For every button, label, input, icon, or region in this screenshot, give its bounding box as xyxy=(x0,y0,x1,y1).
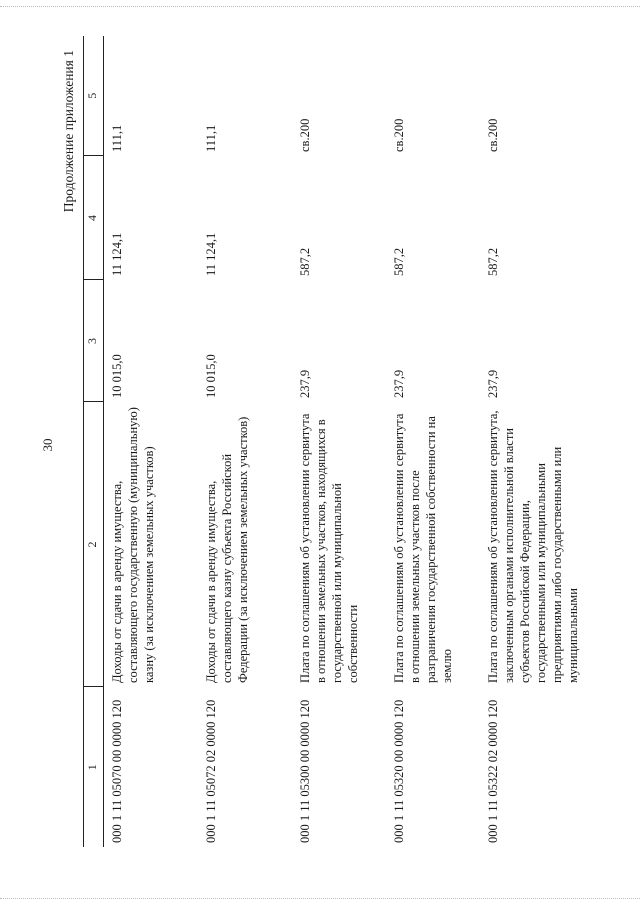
budget-code: 000 1 11 05072 02 0000 120 xyxy=(204,699,218,843)
page-number: 30 xyxy=(40,438,55,452)
table-row xyxy=(104,36,199,847)
value-col3: 237,9 xyxy=(298,369,312,398)
value-col4: 587,2 xyxy=(486,247,500,276)
revenue-name: Плата по соглашениям об установлении сервитута, заключенным органами исполнительной власти субъектов Российской Федерации, государственными или муниципальными предприятиями либо государственными или муниципальными xyxy=(486,410,580,683)
column-header: 2 xyxy=(84,402,104,687)
budget-code: 000 1 11 05322 02 0000 120 xyxy=(486,699,500,843)
value-col5: св.200 xyxy=(298,118,312,152)
value-col4: 11 124,1 xyxy=(204,232,218,276)
value-col4: 587,2 xyxy=(392,247,406,276)
revenue-name: Плата по соглашениям об установлении сервитута в отношении земельных участков после разграничения государственной собственности на землю xyxy=(392,413,454,683)
column-header: 3 xyxy=(84,280,104,402)
value-col3: 10 015,0 xyxy=(204,354,218,398)
budget-code: 000 1 11 05300 00 0000 120 xyxy=(298,699,312,843)
table-row xyxy=(386,36,480,847)
value-col3: 237,9 xyxy=(392,369,406,398)
value-col5: св.200 xyxy=(486,118,500,152)
value-col4: 11 124,1 xyxy=(110,232,124,276)
column-header: 4 xyxy=(84,156,104,280)
column-header: 1 xyxy=(84,687,104,847)
value-col3: 10 015,0 xyxy=(110,354,124,398)
budget-code: 000 1 11 05070 00 0000 120 xyxy=(110,699,124,843)
budget-code: 000 1 11 05320 00 0000 120 xyxy=(392,699,406,843)
value-col3: 237,9 xyxy=(486,369,500,398)
table-header-row xyxy=(84,36,104,847)
table-row xyxy=(198,36,292,847)
value-col4: 587,2 xyxy=(298,247,312,276)
table-row xyxy=(480,36,581,847)
revenue-name: Плата по соглашениям об установлении сервитута в отношении земельных участков, находящихся в государственной или муниципальной собственности xyxy=(298,413,360,683)
revenue-name: Доходы от сдачи в аренду имущества, составляющего государственную (муниципальную) казну (за исключением земельных участков) xyxy=(110,407,156,683)
continuation-label: Продолжение приложения 1 xyxy=(61,50,76,213)
revenue-table xyxy=(83,36,581,847)
value-col5: св.200 xyxy=(392,118,406,152)
value-col5: 111,1 xyxy=(110,124,124,152)
value-col5: 111,1 xyxy=(204,124,218,152)
revenue-name: Доходы от сдачи в аренду имущества, составляющего казну субъекта Российской Федерации (за исключением земельных участков) xyxy=(204,416,250,683)
table-row xyxy=(292,36,386,847)
column-header: 5 xyxy=(84,36,104,156)
